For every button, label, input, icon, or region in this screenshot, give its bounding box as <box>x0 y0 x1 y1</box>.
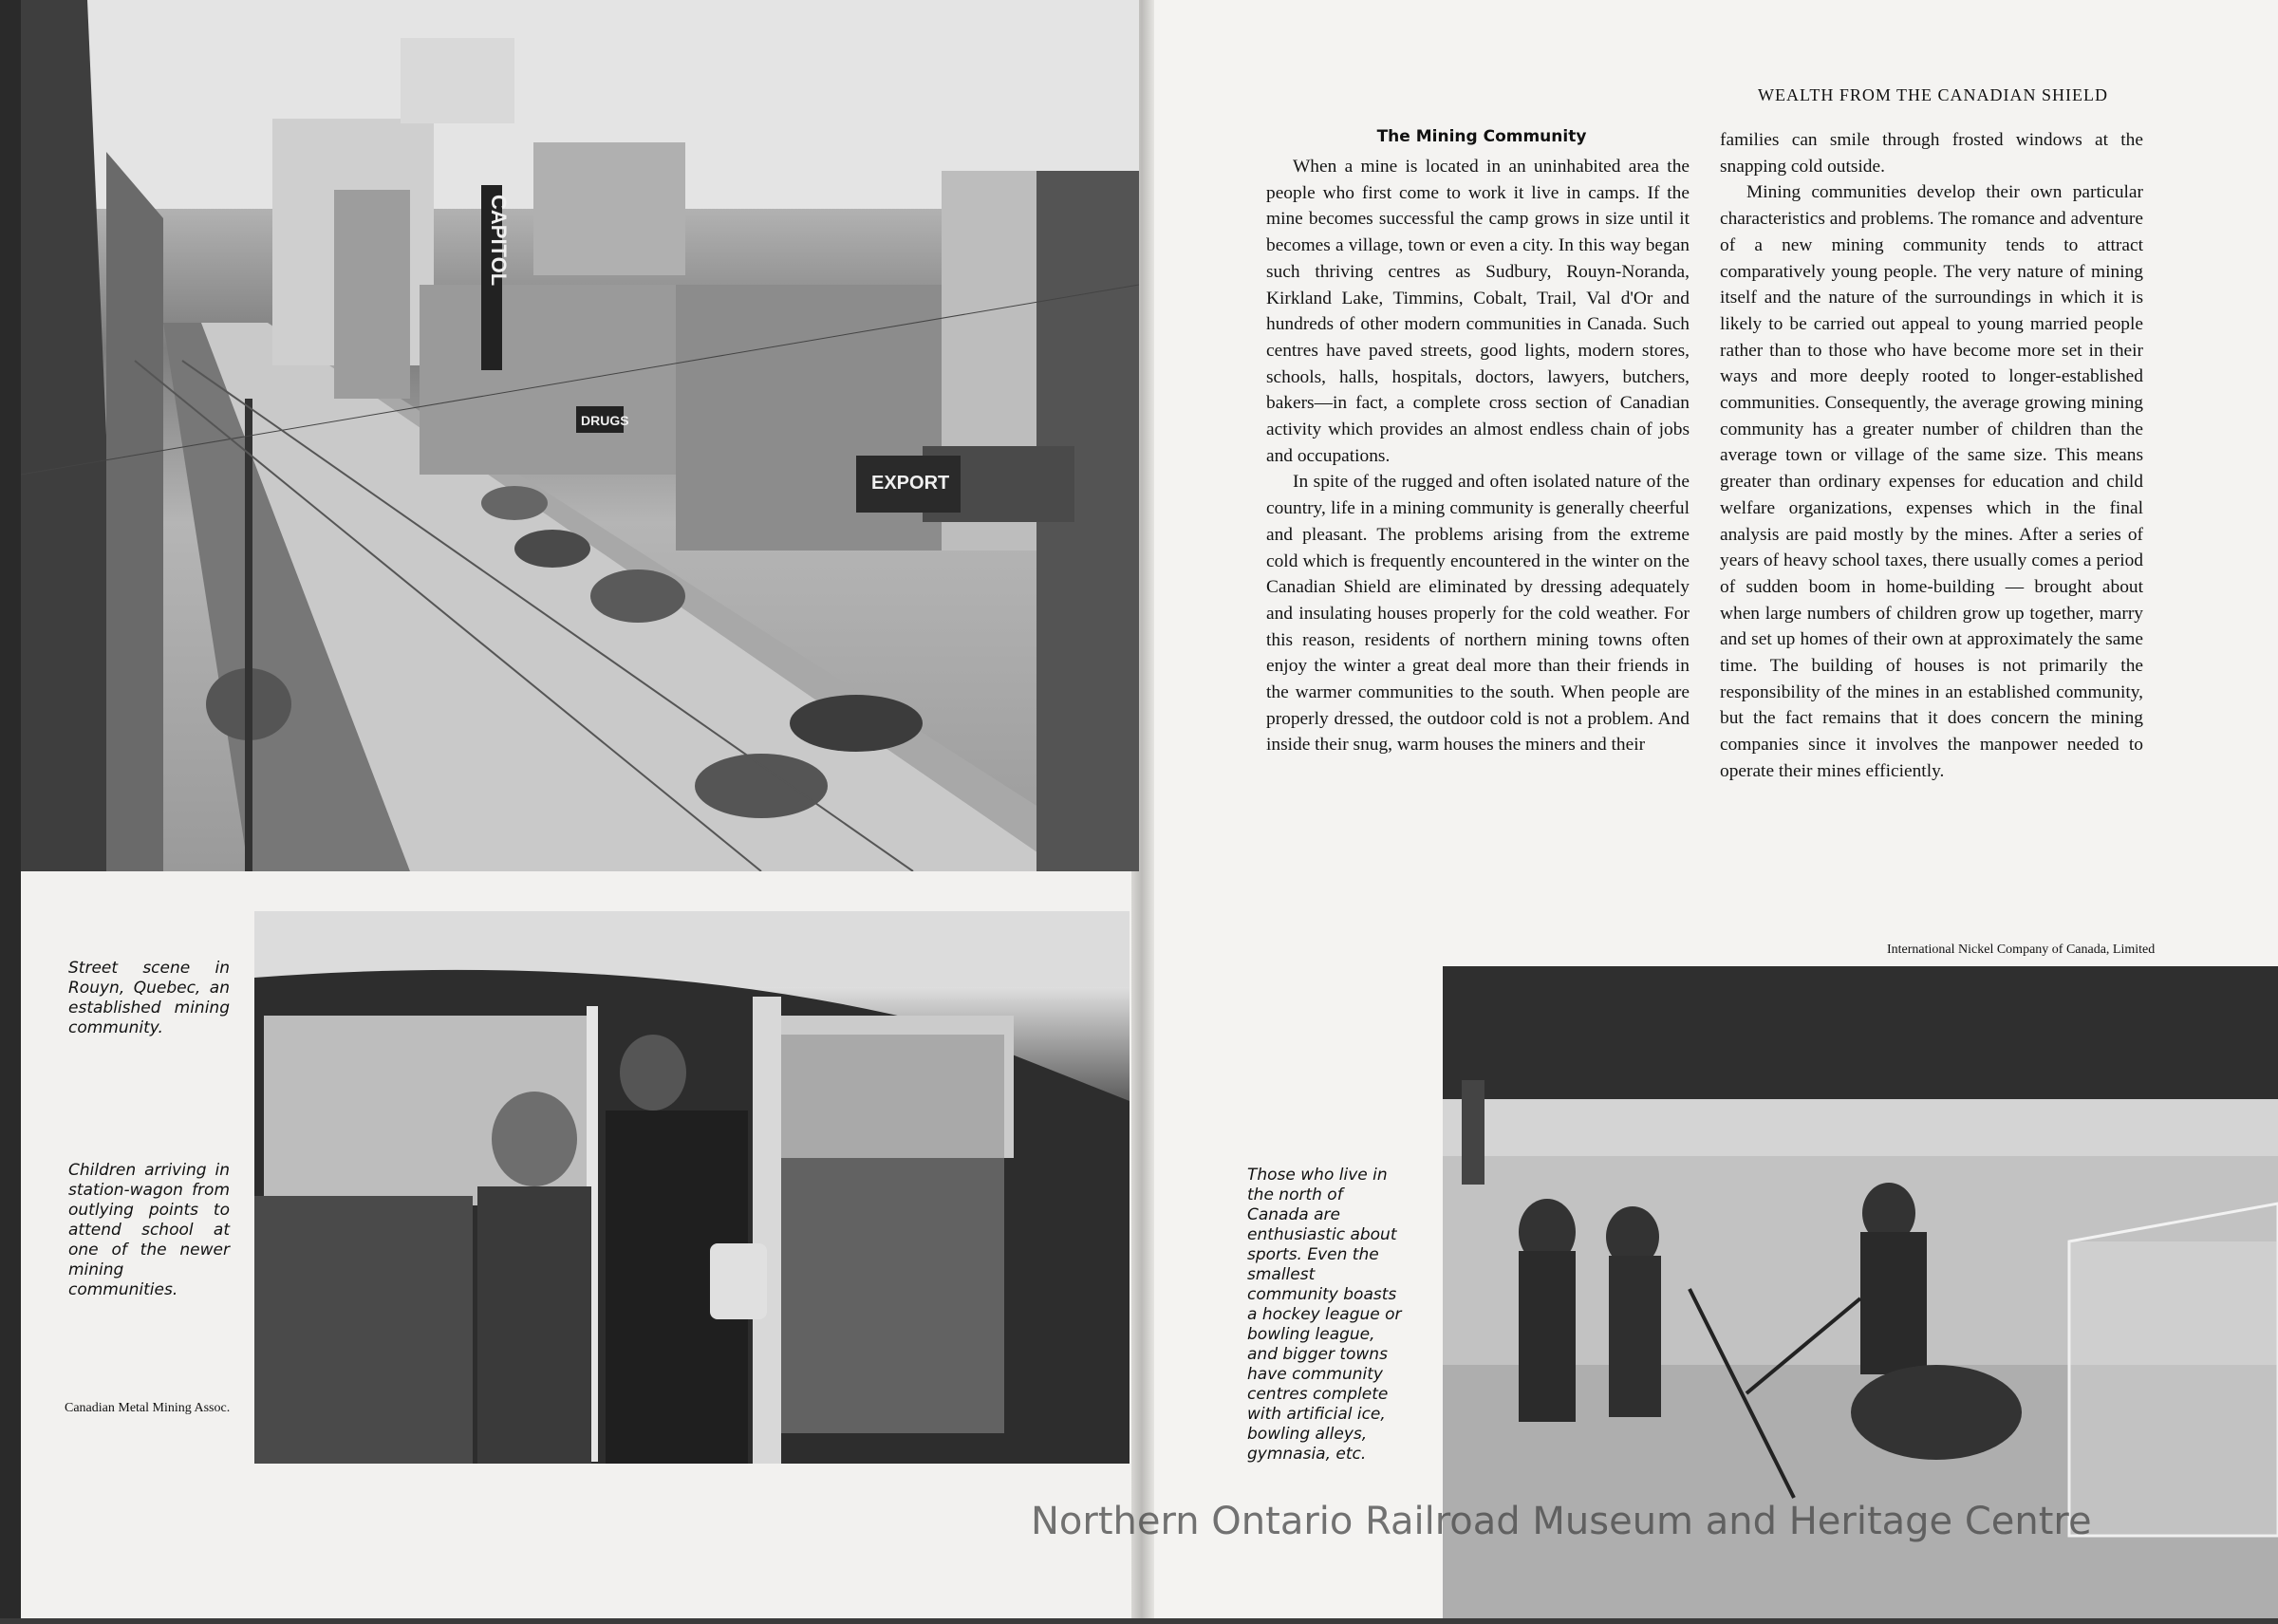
spine-edge <box>0 0 21 1624</box>
street-scene-caption: Street scene in Rouyn, Quebec, an established mining community. <box>68 959 230 1037</box>
photo-credit-left: Canadian Metal Mining Assoc. <box>65 1401 231 1415</box>
station-wagon-photo <box>254 911 1130 1464</box>
watermark: Northern Ontario Railroad Museum and Heritage Centre <box>1031 1500 2092 1543</box>
drugs-sign: DRUGS <box>581 413 629 428</box>
photo-credit-right: International Nickel Company of Canada, Limited <box>1887 943 2156 957</box>
section-title: The Mining Community <box>1376 127 1587 146</box>
running-head: WEALTH FROM THE CANADIAN SHIELD <box>1758 85 2108 104</box>
children-caption: Children arriving in station-wagon from outlying points to attend school at one of the newer mining communities. <box>68 1161 230 1299</box>
paragraph: In spite of the rugged and often isolated nature of the country, life in a mining community is generally cheerful and pleasant. The problems arising from the extreme cold which is frequently encountered in the winter on the Canadian Shield are eliminated by dressing adequately and insulating houses properly for the cold weather. For this reason, residents of northern mining towns often enjoy the winter a great deal more than their friends in the warmer communities to the south. When people are properly dressed, the outdoor cold is not a problem. And inside their snug, warm houses the miners and their <box>1266 472 1690 756</box>
capitol-sign: CAPITOL <box>487 195 511 287</box>
text-column-2 <box>1720 127 2143 785</box>
paragraph: Mining communities develop their own particular characteristics and problems. The romance and adventure of a new mining community tends to attract comparatively young people. The very nature of mining itself and the nature of the surroundings in which it is likely to be carried out appeal to young married people rather than to those who have become more set in their ways and more deeply rooted to longer-established communities. Consequently, the average growing mining community has a greater number of children than the average town or village of the same size. This means greater than ordinary expenses for education and child welfare organizations, expenses which in the final analysis are paid mostly by the mines. After a series of years of heavy school taxes, there usually comes a period of sudden boom in home-building — brought about when large numbers of children grow up together, marry and set up homes of their own at approximately the same time. The building of houses is not primarily the responsibility of the mines in an established community, but the fact remains that it does concern the mining companies since it involves the manpower needed to operate their mines efficiently. <box>1720 182 2143 781</box>
bottom-edge <box>0 1618 2278 1624</box>
text-column-1 <box>1266 154 1690 758</box>
export-sign: EXPORT <box>871 473 950 494</box>
sports-caption: Those who live in the north of Canada are enthusiastic about sports. Even the smallest community boasts a hockey league or bowling league, and bigger towns have community centres complete with artificial ice, bowling alleys, gymnasia, etc. <box>1247 1166 1402 1464</box>
street-scene-photo <box>21 0 1139 871</box>
paragraph: When a mine is located in an uninhabited area the people who first come to work it live in camps. If the mine becomes successful the camp grows in size until it becomes a village, town or even a city. In this way began such thriving centres as Sudbury, Rouyn-Noranda, Kirkland Lake, Timmins, Cobalt, Trail, Val d'Or and hundreds of other modern communities in Canada. Such centres have paved streets, good lights, modern stores, schools, halls, hospitals, doctors, lawyers, butchers, bakers—in fact, a complete cross section of Canadian activity which provides an almost endless chain of jobs and occupations. <box>1266 157 1690 466</box>
paragraph: families can smile through frosted windows at the snapping cold outside. <box>1720 130 2143 177</box>
